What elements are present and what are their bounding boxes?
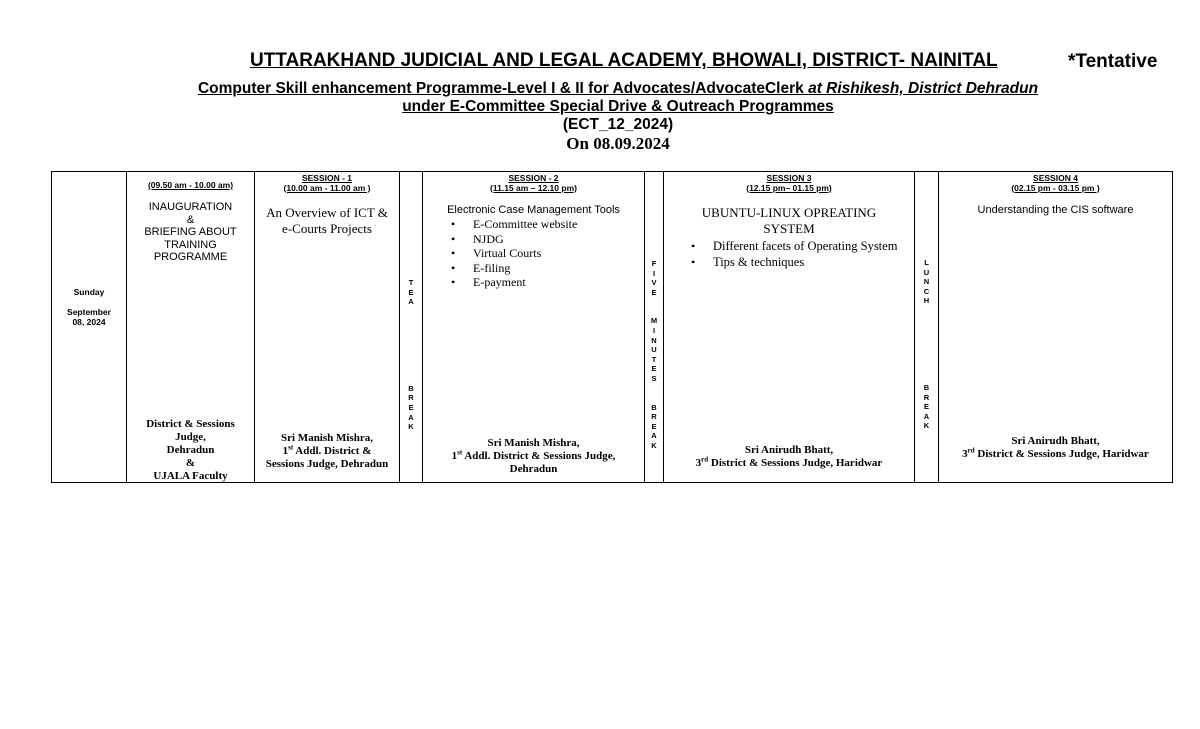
- list-item: • E-Committee website: [449, 217, 577, 232]
- session-2-label: SESSION - 2: [508, 173, 559, 183]
- programme-venue: at Rishikesh, District Dehradun: [808, 80, 1039, 97]
- date-line-2: 08, 2024: [72, 317, 106, 327]
- session-2-topic: Electronic Case Management Tools: [447, 204, 620, 216]
- session-4-label: SESSION 4: [1033, 173, 1078, 183]
- session-1-cell: [255, 172, 400, 482]
- programme-date: On 08.09.2024: [566, 134, 670, 153]
- session-4-speaker: Sri Anirudh Bhatt, 3rd District & Sessions Judge, Haridwar: [962, 435, 1149, 460]
- list-item: • Different facets of Operating System: [689, 238, 897, 254]
- session-2-topic-list: [449, 217, 577, 290]
- programme-name: Computer Skill enhancement Programme-Level I & II for Advocates/AdvocateClerk: [197, 80, 809, 97]
- tea-break-cell: [400, 172, 423, 482]
- session-4-time: (02.15 pm - 03.15 pm ): [1011, 182, 1100, 193]
- five-minutes-break-label: F I V E M I N U T E S B R E A K: [650, 259, 658, 450]
- lunch-break-label: L U N C H B R E A K: [923, 258, 930, 431]
- programme-subtitle-2: under E-Committee Special Drive & Outreach Programmes: [402, 98, 834, 115]
- inauguration-speaker: District & Sessions Judge, Dehradun & UJALA Faculty: [146, 418, 235, 482]
- session-1-time: (10.00 am - 11.00 am ): [283, 182, 371, 193]
- session-3-speaker: Sri Anirudh Bhatt, 3rd District & Sessions Judge, Haridwar: [695, 444, 883, 469]
- day-name: Sunday: [73, 287, 105, 297]
- session-3-label: SESSION 3: [766, 173, 812, 183]
- five-minutes-break-cell: [645, 172, 664, 482]
- date-line-1: September: [67, 307, 111, 317]
- session-2-cell: [423, 172, 645, 482]
- session-4-topic: Understanding the CIS software: [977, 204, 1134, 216]
- tentative-note: *Tentative: [1068, 51, 1158, 72]
- session-3-cell: [664, 172, 915, 482]
- schedule-table: [51, 171, 1173, 483]
- session-4-cell: [939, 172, 1172, 482]
- session-1-topic: An Overview of ICT & e-Courts Projects: [266, 205, 388, 236]
- session-2-time: (11.15 am – 12.10 pm): [490, 182, 577, 193]
- session-3-topic-list: [689, 238, 897, 270]
- inauguration-time: (09.50 am - 10.00 am): [147, 180, 234, 190]
- inauguration-cell: [127, 172, 255, 482]
- session-3-topic: UBUNTU-LINUX OPREATING SYSTEM: [701, 205, 877, 236]
- list-item: • Tips & techniques: [689, 254, 897, 270]
- programme-subtitle: [0, 80, 1200, 98]
- inauguration-topic: INAUGURATION & BRIEFING ABOUT TRAINING PROGRAMME: [144, 201, 237, 263]
- session-1-speaker: Sri Manish Mishra, 1st Addl. District & Sessions Judge, Dehradun: [265, 432, 389, 470]
- programme-code: (ECT_12_2024): [562, 116, 674, 133]
- session-2-speaker: Sri Manish Mishra, 1st Addl. District & Sessions Judge, Dehradun: [451, 437, 616, 475]
- list-item: • E-payment: [449, 275, 577, 290]
- day-cell: [52, 172, 127, 482]
- session-1-label: SESSION - 1: [301, 173, 353, 183]
- tea-break-label: T E A B R E A K: [408, 278, 414, 432]
- document-title: UTTARAKHAND JUDICIAL AND LEGAL ACADEMY, BHOWALI, DISTRICT- NAINITAL: [250, 50, 998, 71]
- session-3-time: (12.15 pm– 01.15 pm): [746, 182, 832, 193]
- lunch-break-cell: [915, 172, 939, 482]
- list-item: • E-filing: [449, 261, 577, 276]
- list-item: • NJDG: [449, 232, 577, 247]
- list-item: • Virtual Courts: [449, 246, 577, 261]
